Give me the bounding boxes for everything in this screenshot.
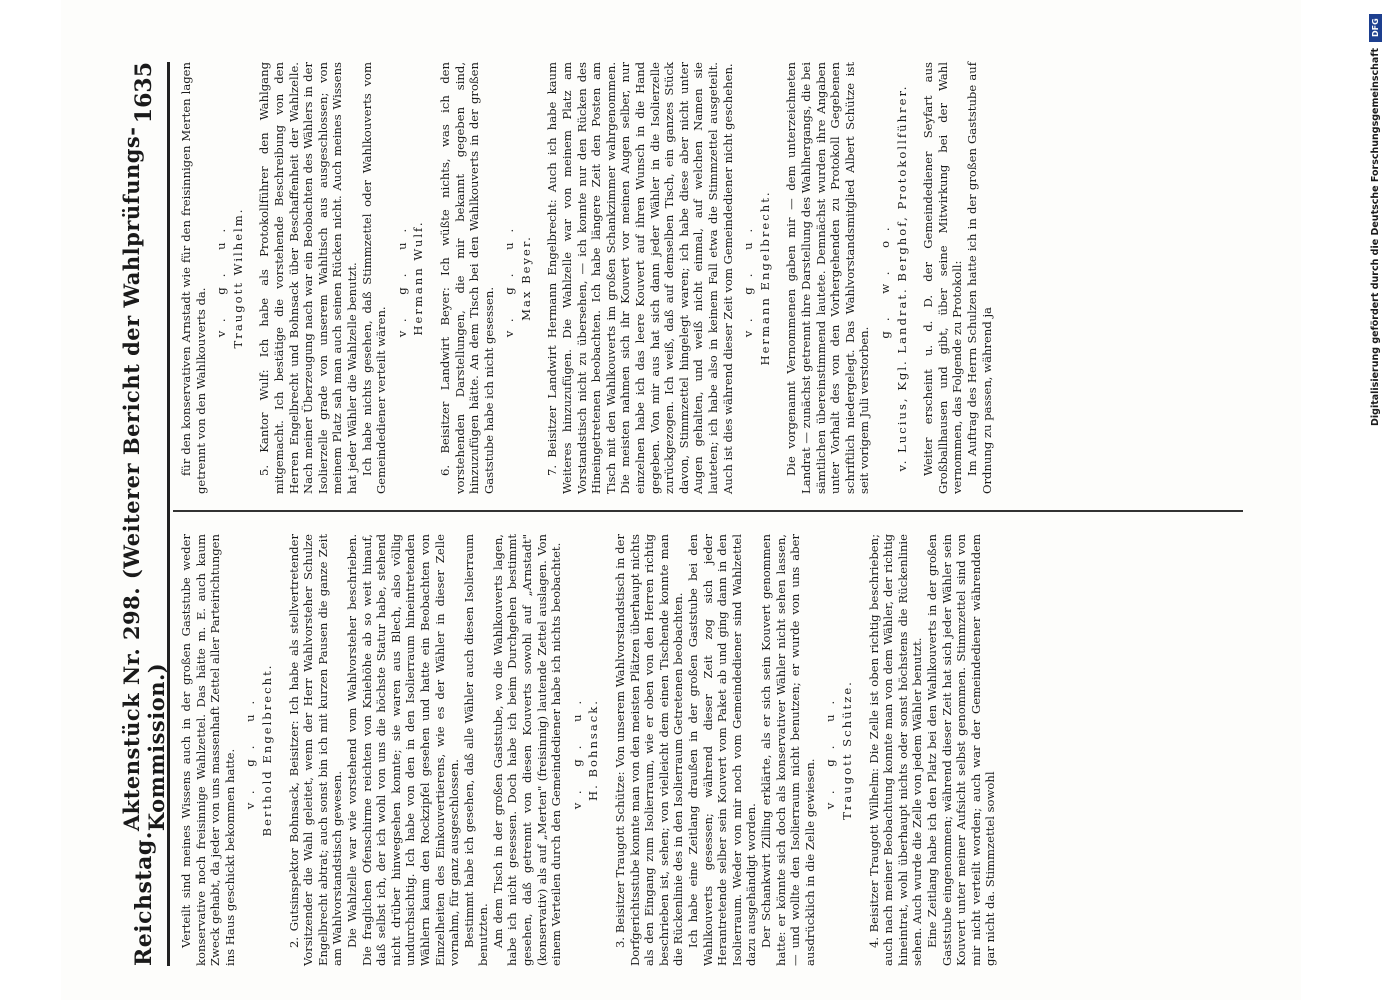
paragraph: Verteilt sind meines Wissens auch in der großen Gaststube weder konservative noch freisinnige Wahlzettel. Das hätte m. E. auch kaum Zweck gehabt, da jeder von uns massenhaft Zettel aller Parteirichtungen ins Haus geschickt bekommen hatte.	[179, 534, 237, 966]
paragraph: Im Auftrag des Herrn Schulzen hatte ich in der großen Gaststube auf Ordnung zu passen, während ja	[964, 62, 994, 494]
signature: Traugott Schütze.	[839, 680, 854, 820]
paragraph: 4. Beisitzer Traugott Wilhelm: Die Zelle ist oben richtig beschrieben; auch nach meiner Beobachtung konnte man von dem Wähler, der richtig hineintrat, wohl überhaupt nichts oder sonst höchstens die Rückenlinie sehen. Auch wurde die Zelle von jedem Wähler benutzt.	[866, 534, 925, 966]
paragraph: 7. Beisitzer Landwirt Hermann Engelbrecht: Auch ich habe kaum Weiteres hinzuzufügen. Die Wahlzelle war von meinem Platz am Vorstandstisch nicht zu übersehen, — ich konnte nur den Rücken des Hineingetretenen beobachten. Ich habe längere Zeit den Posten am Tisch mit den Wahlkouverts im großen Schankzimmer wahrgenommen. Die meisten nahmen sich ihr Kouvert vor meinen Augen selber, nur einzelnen habe ich das leere Kouvert auf ihren Wunsch in die Hand gegeben. Von mir aus hat sich dann jeder Wähler in die Isolierzelle zurückgezogen. Ich weiß, daß auf demselben Tisch, ein ganzes Stück davon, Stimmzettel hingelegt waren; ich habe diese aber nicht unter Augen gehalten, und weiß nicht einmal, auf welchen Namen sie lauteten; ich habe also in keinem Fall etwa die Stimmzettel ausgeteilt. Auch ist dies während dieser Zeit vom Gemeindediener nicht geschehen.	[545, 62, 735, 494]
paragraph: 2. Gutsinspektor Bohnsack, Beisitzer: Ich habe als stellvertretender Vorsitzender die Wahl geleitet, wenn der Herr Wahlvorsteher Schulze Engelbrecht abtrat; auch sonst bin ich mit kurzen Pausen die ganze Zeit am Wahlvorstandstisch gewesen.	[286, 534, 345, 966]
paragraph: Eine Zeitlang habe ich den Platz bei den Wahlkouverts in der großen Gaststube eingenommen; während dieser Zeit hat sich jeder Wähler sein Kouvert unter meiner Aufsicht selbst genommen. Stimmzettel sind von mir nicht verteilt worden; auch war der Gemeindediener währenddem gar nicht da. Stimmzettel sowohl	[924, 534, 998, 966]
signature: Berthold Engelbrecht.	[259, 663, 274, 837]
paragraph: Die vorgenannt Vernommenen gaben mir — dem unterzeichneten Landrat — zunächst getrennt ihre Darstellung des Wahlhergangs, die bei sämtlichen übereinstimmend lautete. Demnächst wurden ihre Angaben unter Vorhalt des von den Vorhergehenden zu Protokoll Gegebenen schriftlich niedergelegt. Das Wahlvorstandsmitglied Albert Schütze ist seit vorigem Juli verstorben.	[784, 62, 872, 494]
vgu-mark: v. g. u.	[243, 690, 258, 810]
credit-text: Digitalisierung gefördert durch die Deutsche Forschungsgemeinschaft	[1370, 48, 1381, 426]
page-number: 1635	[131, 62, 157, 124]
vgu-mark: v. g. u.	[741, 218, 756, 338]
vgu-mark: g. w. o.	[877, 217, 892, 339]
paragraph: für den konservativen Arnstadt wie für den freisinnigen Merten lagen getrennt von den Wahlkouverts da.	[179, 62, 208, 494]
signature: H. Bohnsack.	[586, 699, 601, 801]
header-left: Reichstag.	[131, 831, 157, 966]
signature: Hermann Engelbrecht.	[757, 190, 772, 366]
paragraph: 6. Beisitzer Landwirt Beyer: Ich wüßte nichts, was ich den vorstehenden Darstellungen, die mir bekannt gegeben sind, hinzuzufügen hätte. An dem Tisch bei den Wahlkouverts in der großen Gaststube habe ich nicht gesessen.	[437, 62, 496, 494]
digitization-credit	[1368, 8, 1383, 1000]
vgu-mark: v. g. u.	[823, 690, 838, 810]
signature: v. Lucius, Kgl. Landrat. Berghof, Protokollführer.	[894, 84, 909, 472]
paragraph: Ich habe eine Zeitlang draußen in der großen Gaststube bei den Wahlkouverts gesessen; während dieser Zeit zog sich jeder Herantretende selber sein Kouvert vom Paket ab und ging dann in den Isolierraum. Weder von mir noch vom Gemeindediener sind Wahlzettel dazu ausgehändigt worden.	[686, 534, 759, 966]
vgu-mark: v. g. u.	[569, 690, 584, 810]
signature: Hermann Wulf.	[411, 220, 426, 336]
right-column	[179, 62, 994, 494]
column-divider	[173, 510, 1243, 512]
page-header	[121, 62, 170, 966]
signature: Traugott Wilhelm.	[230, 207, 245, 349]
header-title: Aktenstück Nr. 298. (Weiterer Bericht der Wahlprüfungs-Kommission.)	[119, 126, 169, 832]
paragraph: 3. Beisitzer Traugott Schütze: Von unserem Wahlvorstandstisch in der Dorfgerichtsstube konnte man von den meisten Plätzen überhaupt nichts als den Eingang zum Isolierraum, wie er oben von den Herren richtig beschrieben ist, sehen; von vielleicht dem einen Tischende konnte man die Rückenlinie des in den Isolierraum Getretenen beobachten.	[613, 534, 686, 966]
paragraph: Am dem Tisch in der großen Gaststube, wo die Wahlkouverts lagen, habe ich nicht gesessen. Doch habe ich beim Durchgehen bestimmt gesehen, daß getrennt von diesen Kouverts sowohl auf „Arnstadt" (konservativ) als auf „Merten" (freisinnig) lautende Zettel auslagen. Von einem Verteilen durch den Gemeindediener habe ich nichts beobachtet.	[490, 534, 564, 966]
vgu-mark: v. g. u.	[394, 218, 409, 338]
dfg-logo-icon: DFG	[1369, 14, 1382, 42]
left-column	[179, 534, 998, 966]
paragraph: Ich habe nichts gesehen, daß Stimmzettel oder Wahlkouverts vom Gemeindediener verteilt wären.	[359, 62, 389, 494]
paragraph: Bestimmt habe ich gesehen, daß alle Wähler auch diesen Isolierraum benutzten.	[461, 534, 491, 966]
paragraph: Weiter erscheint u. d. D. der Gemeindediener Seyfart aus Großballhausen und gibt, über seine Mitwirkung bei der Wahl vernommen, das Folgende zu Protokoll:	[921, 62, 965, 494]
vgu-mark: v. g. u.	[214, 218, 229, 338]
paragraph: Die Wahlzelle war wie vorstehend vom Wahlvorsteher beschrieben. Die fraglichen Ofenschirme reichten von Kniehöhe ab so weit hinauf, daß selbst ich, der ich wohl von uns die höchste Statur habe, stehend nicht drüber hinwegsehen konnte; sie waren aus Blech, also völlig undurchsichtig. Ich habe von den in den Isolierraum hineintretenden Wählern kaum den Rockzipfel gesehen und hatte ein Beobachten von Einzelheiten des Einkouvertierens, wie es der Wähler in dieser Zelle vornahm, für ganz ausgeschlossen.	[344, 534, 462, 966]
vgu-mark: v. g. u.	[502, 218, 517, 338]
scanned-page	[61, 0, 1301, 1000]
paragraph: 5. Kantor Wulf: Ich habe als Protokollführer den Wahlgang mitgemacht. Ich bestätige die vorstehende Beschreibung von den Herren Engelbrecht und Bohnsack über Beschaffenheit der Wahlzelle. Nach meiner Überzeugung nach war ein Beobachten des Wählers in der Isolierzelle grade von unserem Wahltisch aus ausgeschlossen; von meinem Platz sah man auch seinen Rücken nicht. Auch meines Wissens hat jeder Wähler die Wahlzelle benutzt.	[257, 62, 359, 494]
paragraph: Der Schankwirt Zilling erklärte, als er sich sein Kouvert genommen hatte: er könnte sich doch als konservativer Wähler nicht sehen lassen, — und wollte den Isolierraum nicht benutzen; er wurde von uns aber ausdrücklich in die Zelle gewiesen.	[758, 534, 817, 966]
signature: Max Beyer.	[518, 235, 533, 321]
